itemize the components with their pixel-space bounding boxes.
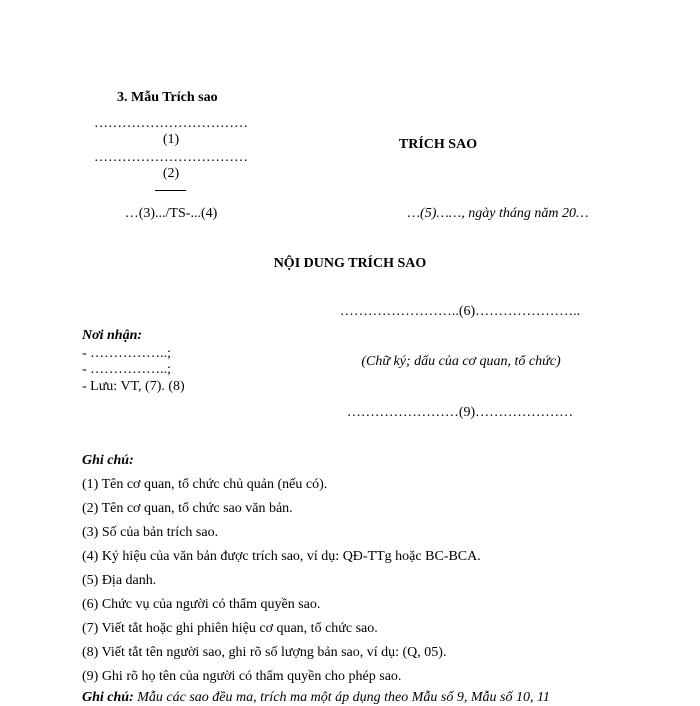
note-item: (2) Tên cơ quan, tổ chức sao văn bản. [82,501,293,516]
header-divider [155,190,186,191]
org-label-2: (2) [162,166,180,181]
recipients-label: Nơi nhận: [82,328,143,343]
doc-type-title: TRÍCH SAO [398,137,478,152]
org-label-1: (1) [162,132,180,147]
org-dots-2: …………………………… [94,150,248,165]
note-item: (4) Ký hiệu của văn bản được trích sao, ví dụ: QĐ-TTg hoặc BC-BCA. [82,549,481,564]
section-title: 3. Mẫu Trích sao [117,90,218,105]
footer-note [82,690,550,706]
footer-note-label: Ghi chú: [82,690,134,705]
note-item: (9) Ghi rõ họ tên của người có thẩm quyền cho phép sao. [82,669,402,684]
recipient-item: - ……………..; [82,346,172,361]
place-date: …(5)……, ngày tháng năm 20… [407,206,589,221]
number-line: …(3).../TS-...(4) [124,206,218,221]
note-item: (8) Viết tắt tên người sao, ghi rõ số lượng bản sao, ví dụ: (Q, 05). [82,645,447,660]
content-title: NỘI DUNG TRÍCH SAO [273,256,427,271]
org-dots-1: …………………………… [94,116,248,131]
note-item: (6) Chức vụ của người có thẩm quyền sao. [82,597,321,612]
footer-note-text: Mẫu các sao đều ma, trích ma một áp dụng theo Mẫu số 9, Mẫu số 10, 11 [133,690,550,705]
signer-position-line: ……………………..(6)………………….. [339,304,581,319]
note-item: (3) Số của bản trích sao. [82,525,219,540]
note-item: (5) Địa danh. [82,573,157,588]
recipient-item: - ……………..; [82,362,172,377]
signature-note: (Chữ ký; dấu của cơ quan, tổ chức) [361,354,561,369]
note-item: (1) Tên cơ quan, tổ chức chủ quản (nếu có). [82,477,328,492]
note-item: (7) Viết tắt hoặc ghi phiên hiệu cơ quan, tổ chức sao. [82,621,378,636]
recipient-item-archive: - Lưu: VT, (7). (8) [82,379,185,394]
notes-label: Ghi chú: [82,453,134,468]
signer-name-line: ……………………(9)………………… [346,405,574,420]
